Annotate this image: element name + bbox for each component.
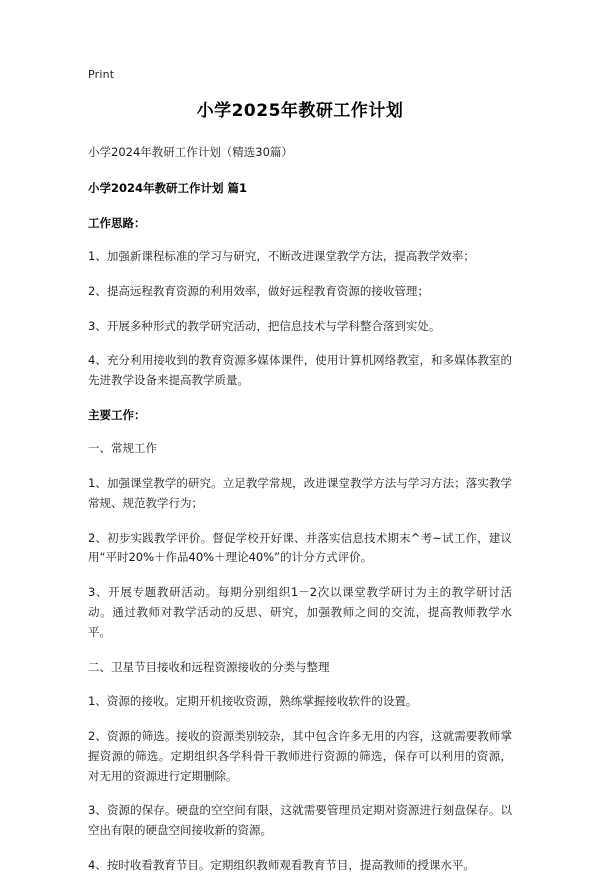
body-paragraph: 1、加强新课程标准的学习与研究，不断改进课堂教学方法，提高教学效率； [88, 249, 475, 264]
body-paragraph: 3、资源的保存。硬盘的空空间有限，这就需要管理员定期对资源进行刻盘保存。以空出有限的硬盘空间接收新的资源。 [88, 803, 512, 838]
page-title: 小学2025年教研工作计划 [196, 101, 404, 121]
body-paragraph: 3、开展多种形式的教学研究活动，把信息技术与学科整合落到实处。 [88, 318, 441, 333]
body-bold-line: 主要工作： [88, 408, 146, 422]
body-paragraph: 1、加强课堂教学的研究。立足教学常规，改进课堂教学方法与学习方法；落实教学常规、规范教学行为； [88, 476, 512, 510]
body-paragraph: 一、常规工作 [88, 441, 157, 456]
section-heading: 小学2024年教研工作计划 篇1 [88, 181, 248, 196]
document-body [88, 214, 512, 876]
document-content [88, 96, 512, 891]
print-button[interactable]: Print [88, 68, 115, 81]
body-paragraph: 1、资源的接收。定期开机接收资源，熟练掌握接收软件的设置。 [88, 694, 418, 709]
body-paragraph: 二、卫星节目接收和远程资源接收的分类与整理 [88, 659, 330, 674]
body-bold-line: 工作思路： [88, 215, 146, 230]
body-paragraph: 2、资源的筛选。接收的资源类别较杂，其中包含许多无用的内容，这就需要教师掌握资源的筛选。定期组织各学科骨干教师进行资源的筛选，保存可以利用的资源，对无用的资源进行定期删除。 [88, 729, 512, 783]
document-subtitle: 小学2024年教研工作计划（精选30篇） [88, 145, 293, 159]
body-paragraph: 2、初步实践教学评价。督促学校开好课、并落实信息技术期末^考~试工作，建议用“平时20%＋作品40%＋理论40%”的计分方式评价。 [88, 530, 512, 565]
body-paragraph: 2、提高远程教育资源的利用效率，做好远程教育资源的接收管理； [88, 283, 429, 298]
body-paragraph: 4、按时收看教育节目。定期组织教师观看教育节目，提高教师的授课水平。 [88, 857, 475, 872]
body-paragraph: 3、开展专题教研活动。每期分别组织1－2次以课堂教学研讨为主的教学研讨活动。通过教师对教学活动的反思、研究，加强教师之间的交流，提高教师教学水平。 [88, 585, 512, 639]
body-paragraph: 4、充分利用接收到的教育资源多媒体课件，使用计算机网络教室，和多媒体教室的先进教学设备来提高教学质量。 [88, 353, 512, 388]
